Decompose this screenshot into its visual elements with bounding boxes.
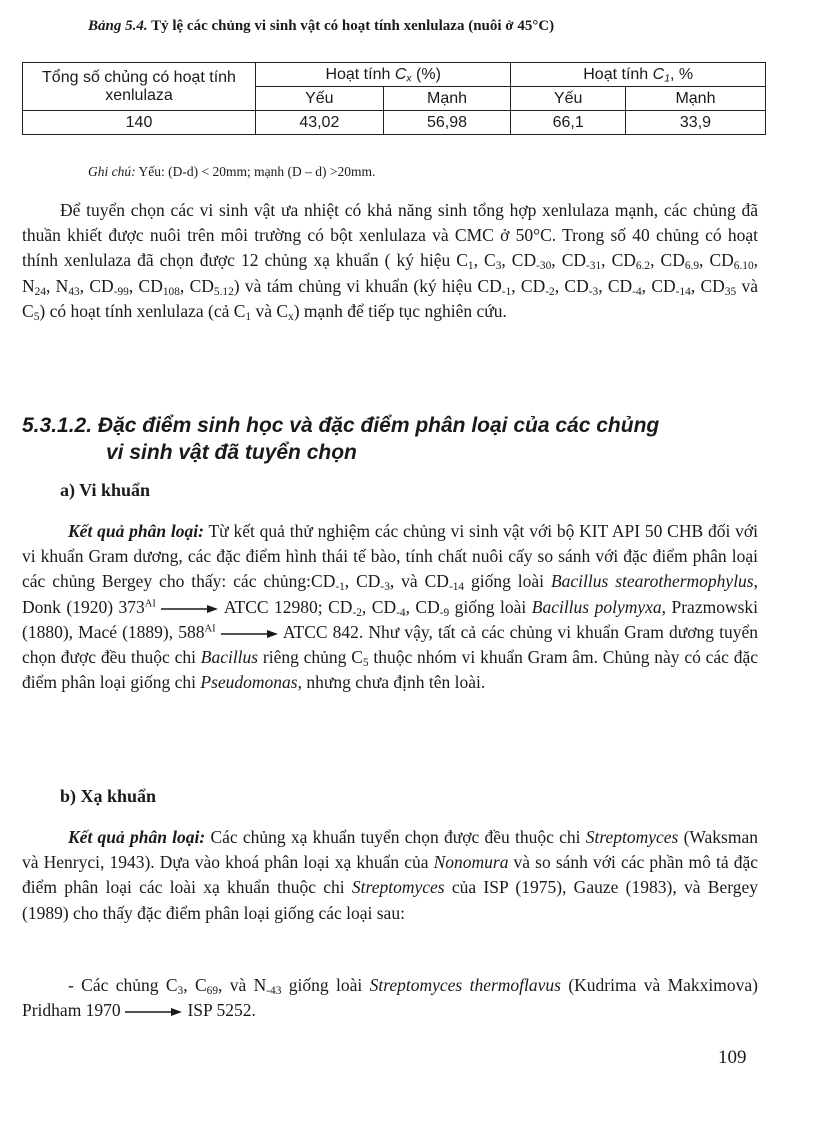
section-title: Đặc điểm sinh học và đặc điểm phân loại của các chủng vi sinh vật đã tuyển chọn [97, 414, 660, 464]
table-caption [88, 18, 788, 35]
section-heading [22, 412, 762, 466]
arrow-icon [161, 604, 219, 614]
table-note-label: Ghi chú: [88, 164, 136, 179]
table-subheader-strong: Mạnh [383, 87, 511, 111]
table-caption-text: Tỷ lệ các chủng vi sinh vật có hoạt tính xenlulaza (nuôi ở 45°C) [151, 18, 555, 34]
table-cell: 43,02 [256, 111, 384, 135]
actinomycetes-paragraph: Kết quả phân loại: Các chủng xạ khuẩn tuyển chọn được đều thuộc chi Streptomyces (Waksman và Henryci, 1943). Dựa vào khoá phân loại xạ khuẩn của Nonomura và so sánh với các phần mô tả đặc điểm phân loại các loài xạ khuẩn thuộc chi Streptomyces của ISP (1975), Gauze (1983), và Bergey (1989) cho thấy đặc điểm phân loại giống các loại sau: [22, 827, 758, 923]
bacteria-paragraph: Kết quả phân loại: Từ kết quả thử nghiệm các chủng vi sinh vật với bộ KIT API 50 CHB đối với vi khuẩn Gram dương, các đặc điểm hình thái tế bào, tính chất nuôi cấy so sánh với đặc điểm phân loại các chủng Bergey cho thấy: các $chủng:CD_{-1}$, $CD_{-3}$, và $CD_{-14}$ giống loài Bacillus stearothermophylus, Donk (1920) $373^{AI}$ ATCC 12980; $CD_{-2}$, $CD_{-4}$, $CD_{-9}$ giống loài Bacillus polymyxa, Prazmowski (1880), Macé (1889), $588^{AI}$ ATCC 842. Như vậy, tất cả các chủng vi khuẩn Gram dương tuyển chọn được đều thuộc chi Bacillus riêng chủng $C_5$ thuộc nhóm vi khuẩn Gram âm. Chủng này có các đặc điểm phân loại giống chi Pseudomonas, nhưng chưa định tên loài. [22, 521, 759, 693]
table-subheader-strong: Mạnh [625, 87, 765, 111]
table-note-text: Yếu: (D-d) < 20mm; mạnh (D – d) >20mm. [138, 164, 376, 179]
table-cell: 140 [23, 111, 256, 135]
table-header-total-strains: Tổng số chủng có hoạt tính xenlulaza [23, 63, 256, 111]
table-row [23, 111, 766, 135]
section-number: 5.3.1.2. [22, 414, 93, 437]
table-subheader-weak: Yếu [256, 87, 384, 111]
table-cell: 66,1 [511, 111, 626, 135]
table-caption-label: Bảng 5.4. [88, 18, 148, 34]
table-note [88, 164, 375, 180]
subsection-actinomycetes-title: b) Xạ khuẩn [60, 786, 157, 806]
table-header-cx-activity: Hoạt tính $C_x$ (%) [256, 63, 511, 87]
page-number: 109 [718, 1047, 747, 1068]
subsection-bacteria-title: a) Vi khuẩn [60, 480, 151, 500]
table-subheader-weak: Yếu [511, 87, 626, 111]
strain-bullet: - Các chủng $C_3$, $C_{69}$, và $N_{-43}$ giống loài Streptomyces thermoflavus (Kudrima và Makximova) Pridham 1970 ISP 5252. [22, 975, 758, 1021]
table-cell: 33,9 [625, 111, 765, 135]
intro-paragraph: Để tuyển chọn các vi sinh vật ưa nhiệt có khả năng sinh tổng hợp xenlulaza mạnh, các chủng đã thuần khiết được nuôi trên môi trường có bột xenlulaza và CMC ở 50°C. Trong số 40 chủng có hoạt thính xenlulaza đã chọn được 12 chủng xạ khuẩn ( ký hiệu $C_1$, $C_3$, $CD_{-30}$, $CD_{-31}$, $CD_{6.2}$, $CD_{6.9}$, $CD_{6.10}$, $N_{24}$, $N_{43}$, $CD_{-99}$, $CD_{108}$, $CD_{5.12}$) và tám chủng vi khuẩn (ký hiệu $CD_{-1}$, $CD_{-2}$, $CD_{-3}$, $CD_{-4}$, $CD_{-14}$, $CD_{35}$ và $C_5$) có hoạt tính xenlulaza (cả $C_1$ và $C_x$) mạnh để tiếp tục nghiên cứu. [22, 200, 759, 323]
table-cell: 56,98 [383, 111, 511, 135]
arrow-icon [221, 629, 279, 639]
table-header-c1-activity: Hoạt tính $C_1$, % [511, 63, 766, 87]
table-header-row [23, 63, 766, 87]
cellulase-activity-table [22, 62, 766, 135]
arrow-icon [125, 1007, 183, 1017]
